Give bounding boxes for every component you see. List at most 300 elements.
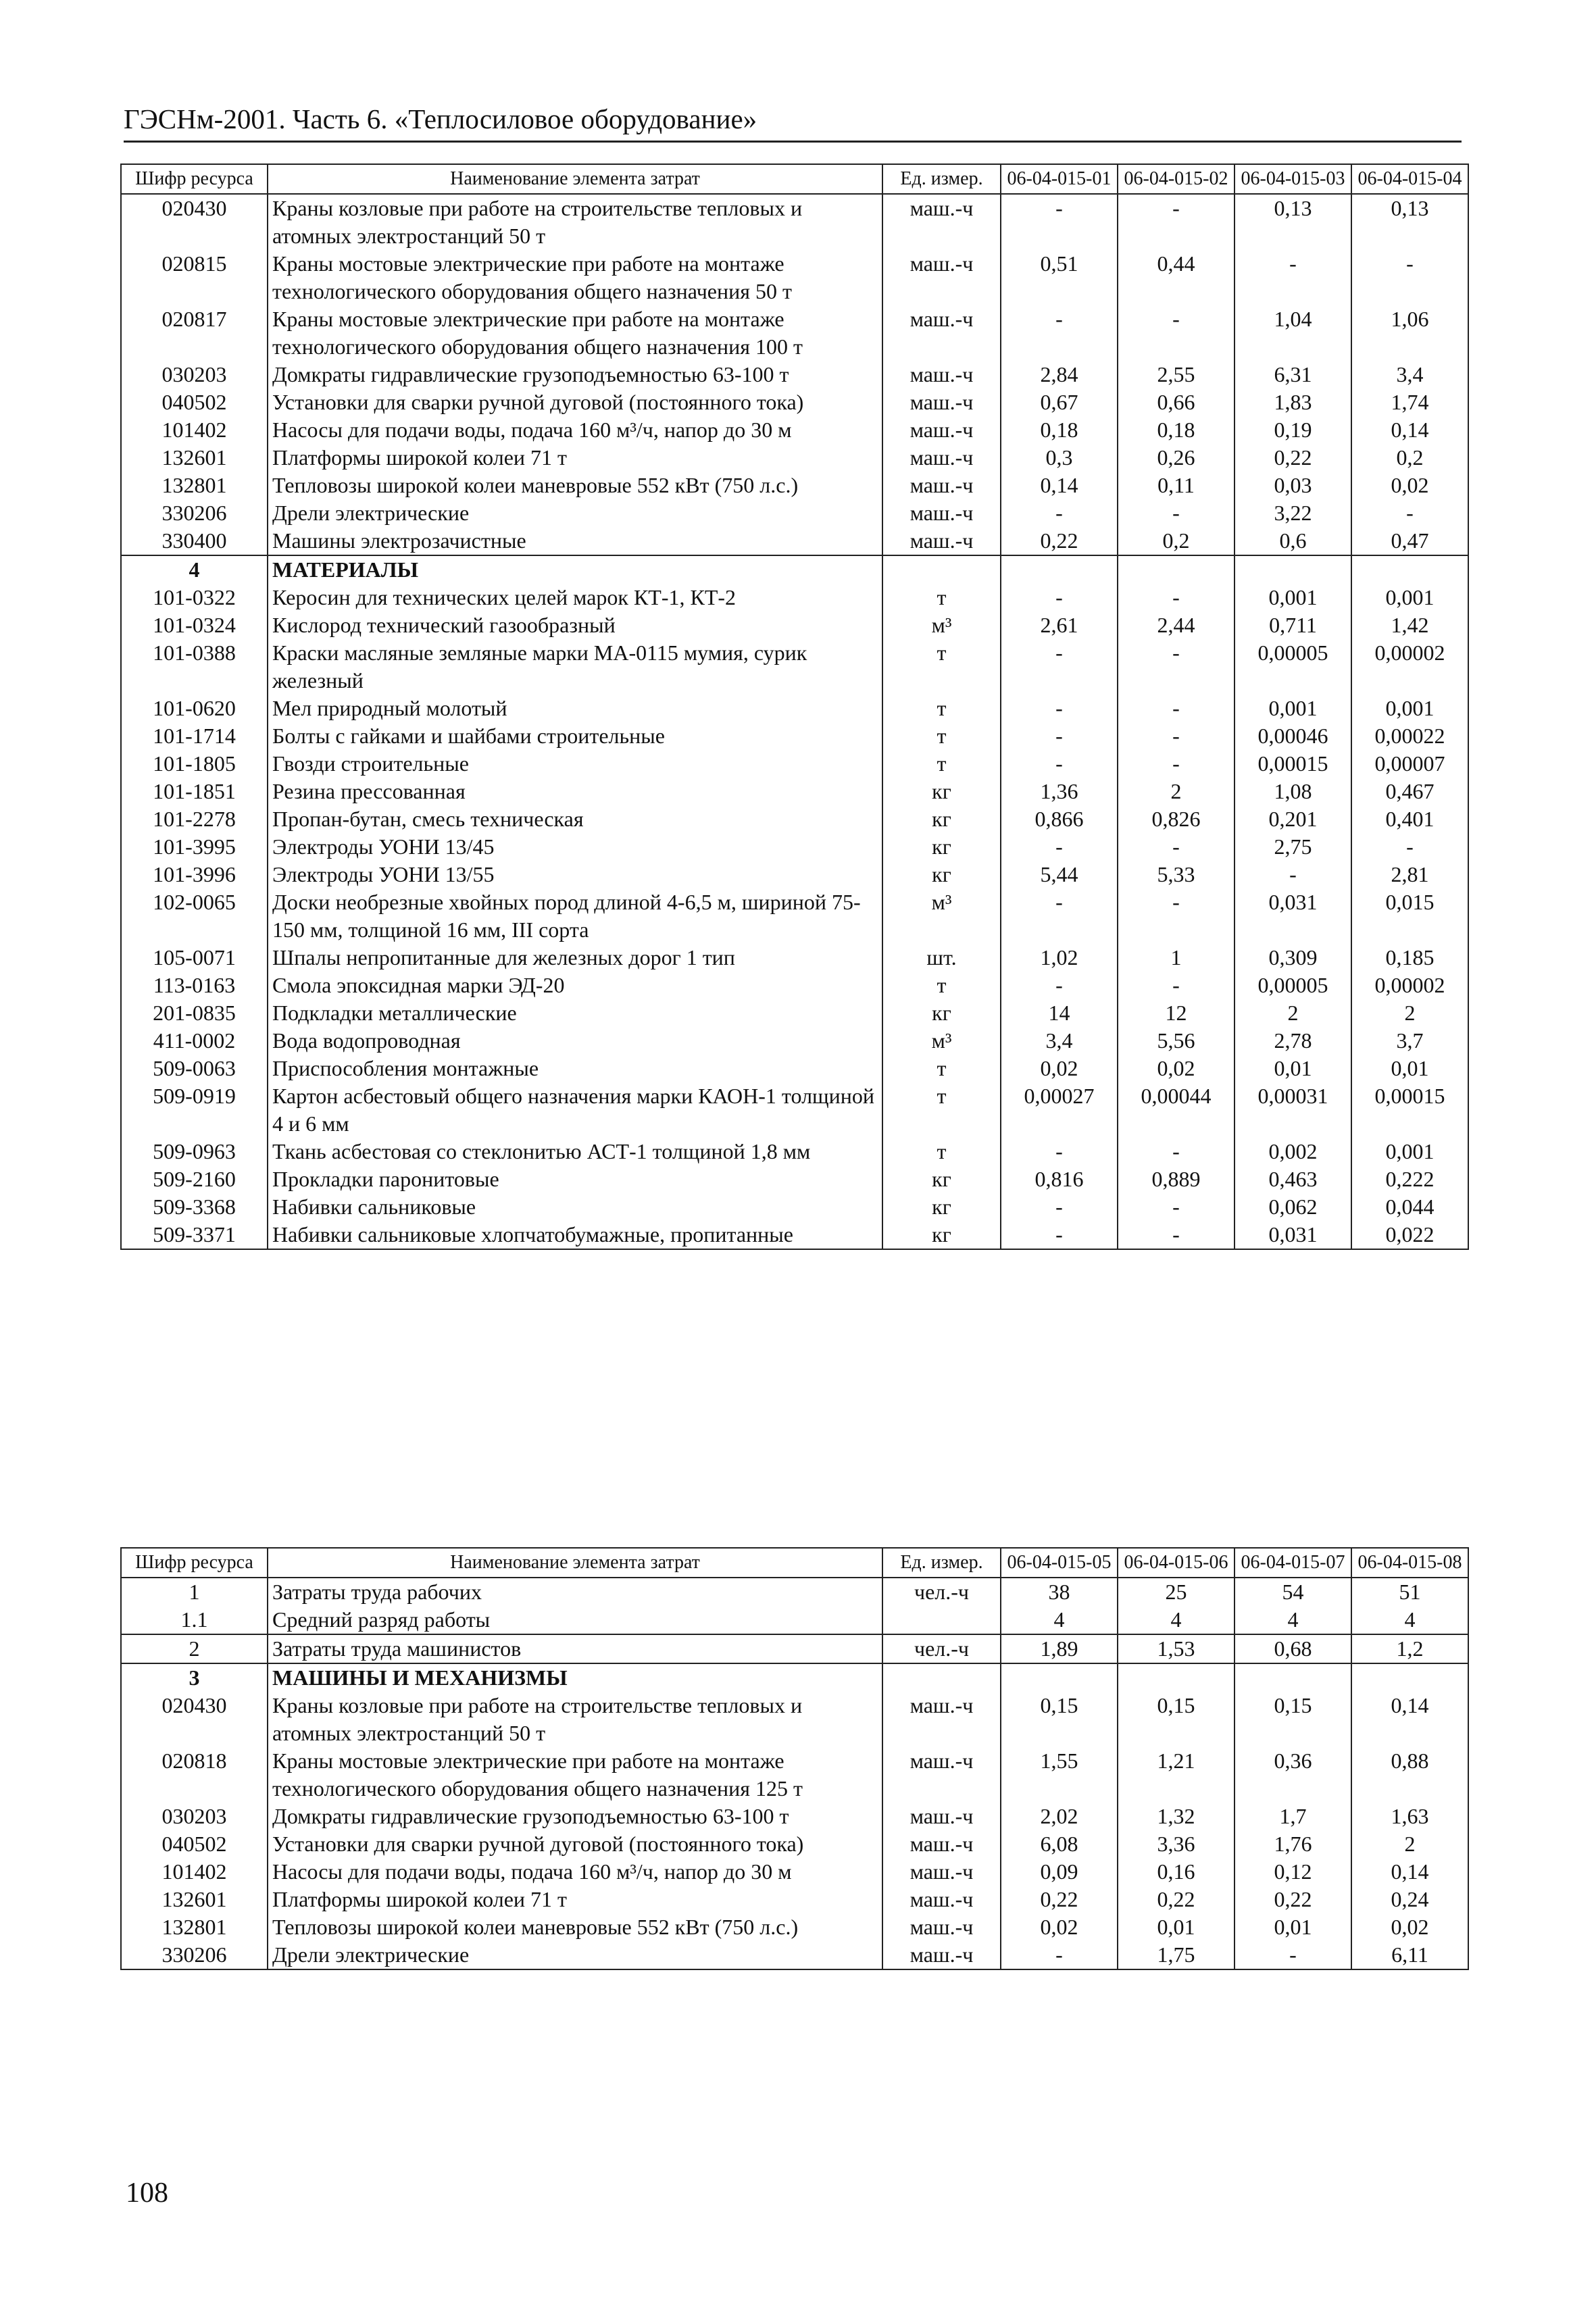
value-col-2: -	[1118, 833, 1235, 861]
resource-unit: т	[882, 1055, 1001, 1082]
value-col-1: -	[1001, 833, 1118, 861]
table-row	[121, 194, 1468, 250]
resource-unit: т	[882, 750, 1001, 778]
resource-name: Картон асбестовый общего назначения марки КАОН-1 толщиной 4 и 6 мм	[268, 1082, 882, 1138]
value-col-4: 2	[1351, 999, 1468, 1027]
value-col-1: 2,84	[1001, 361, 1118, 388]
resource-unit: маш.-ч	[882, 416, 1001, 444]
resource-unit: маш.-ч	[882, 1692, 1001, 1747]
value-col-3	[1235, 1663, 1351, 1692]
table-row	[121, 1886, 1468, 1913]
value-col-2: 0,16	[1118, 1858, 1235, 1886]
header-col-1: 06-04-015-05	[1001, 1548, 1118, 1578]
resource-code: 020815	[121, 250, 268, 305]
value-col-2: 0,11	[1118, 472, 1235, 499]
header-col-2: 06-04-015-06	[1118, 1548, 1235, 1578]
value-col-4	[1351, 555, 1468, 584]
value-col-1: 14	[1001, 999, 1118, 1027]
value-col-2: 2,44	[1118, 611, 1235, 639]
section-row	[121, 555, 1468, 584]
value-col-1: -	[1001, 695, 1118, 722]
resource-name: Затраты труда рабочих	[268, 1578, 882, 1606]
table-row	[121, 1578, 1468, 1606]
value-col-1: 0,00027	[1001, 1082, 1118, 1138]
value-col-1: 0,51	[1001, 250, 1118, 305]
value-col-1: -	[1001, 750, 1118, 778]
value-col-4: 1,06	[1351, 305, 1468, 361]
value-col-4: 4	[1351, 1606, 1468, 1634]
resource-unit: маш.-ч	[882, 305, 1001, 361]
value-col-3: 2,78	[1235, 1027, 1351, 1055]
value-col-3: 0,001	[1235, 695, 1351, 722]
resource-name: Краны мостовые электрические при работе на монтаже технологического оборудования общего назначения 50 т	[268, 250, 882, 305]
value-col-4: 0,00002	[1351, 972, 1468, 999]
resource-name: Тепловозы широкой колеи маневровые 552 кВт (750 л.с.)	[268, 1913, 882, 1941]
resource-code: 2	[121, 1634, 268, 1663]
resource-code: 030203	[121, 1803, 268, 1830]
resource-name: Шпалы непропитанные для железных дорог 1 тип	[268, 944, 882, 972]
resource-unit: м³	[882, 888, 1001, 944]
value-col-4: 0,022	[1351, 1221, 1468, 1249]
resource-name: МАТЕРИАЛЫ	[268, 555, 882, 584]
value-col-3: 1,7	[1235, 1803, 1351, 1830]
value-col-1: -	[1001, 972, 1118, 999]
value-col-1	[1001, 1663, 1118, 1692]
resource-name: Средний разряд работы	[268, 1606, 882, 1634]
value-col-1: 0,22	[1001, 527, 1118, 555]
value-col-2: -	[1118, 194, 1235, 250]
value-col-3: 0,00015	[1235, 750, 1351, 778]
value-col-2: 0,18	[1118, 416, 1235, 444]
table-row	[121, 1027, 1468, 1055]
value-col-1: 1,89	[1001, 1634, 1118, 1663]
value-col-4: 2	[1351, 1830, 1468, 1858]
value-col-1: 6,08	[1001, 1830, 1118, 1858]
resource-name: Насосы для подачи воды, подача 160 м³/ч, напор до 30 м	[268, 416, 882, 444]
value-col-2: 12	[1118, 999, 1235, 1027]
value-col-2: 0,826	[1118, 805, 1235, 833]
value-col-2: 2,55	[1118, 361, 1235, 388]
value-col-3: 0,00031	[1235, 1082, 1351, 1138]
value-col-3: 1,04	[1235, 305, 1351, 361]
value-col-2: 1	[1118, 944, 1235, 972]
value-col-2: -	[1118, 972, 1235, 999]
resource-code: 330400	[121, 527, 268, 555]
value-col-4: 0,02	[1351, 1913, 1468, 1941]
value-col-3: 0,6	[1235, 527, 1351, 555]
resource-unit: маш.-ч	[882, 1747, 1001, 1803]
resource-code: 040502	[121, 388, 268, 416]
resource-unit: маш.-ч	[882, 250, 1001, 305]
running-header: ГЭСНм-2001. Часть 6. «Теплосиловое оборудование»	[124, 101, 1462, 143]
table-body	[121, 1578, 1468, 1969]
resource-code: 102-0065	[121, 888, 268, 944]
resource-name: Мел природный молотый	[268, 695, 882, 722]
value-col-3: 0,463	[1235, 1165, 1351, 1193]
resource-name: Керосин для технических целей марок КТ-1, КТ-2	[268, 584, 882, 611]
value-col-4: -	[1351, 499, 1468, 527]
resource-unit: кг	[882, 861, 1001, 888]
resource-code: 020818	[121, 1747, 268, 1803]
resource-name: МАШИНЫ И МЕХАНИЗМЫ	[268, 1663, 882, 1692]
resource-code: 101-0322	[121, 584, 268, 611]
resource-name: Вода водопроводная	[268, 1027, 882, 1055]
resource-code: 101-2278	[121, 805, 268, 833]
resource-code: 101402	[121, 416, 268, 444]
resource-unit: маш.-ч	[882, 1803, 1001, 1830]
value-col-3: 0,12	[1235, 1858, 1351, 1886]
table-row	[121, 1055, 1468, 1082]
value-col-1: -	[1001, 1193, 1118, 1221]
value-col-1: 1,55	[1001, 1747, 1118, 1803]
resource-unit: т	[882, 1138, 1001, 1165]
value-col-4: 1,42	[1351, 611, 1468, 639]
value-col-3: 0,22	[1235, 444, 1351, 472]
resource-code: 132801	[121, 472, 268, 499]
value-col-1: 0,67	[1001, 388, 1118, 416]
table-header-row	[121, 164, 1468, 194]
resource-unit: маш.-ч	[882, 472, 1001, 499]
value-col-4: 51	[1351, 1578, 1468, 1606]
header-name: Наименование элемента затрат	[268, 1548, 882, 1578]
value-col-2: -	[1118, 1138, 1235, 1165]
resource-unit	[882, 1606, 1001, 1634]
table-row	[121, 1941, 1468, 1969]
resource-name: Краны козловые при работе на строительстве тепловых и атомных электростанций 50 т	[268, 1692, 882, 1747]
resource-unit: маш.-ч	[882, 444, 1001, 472]
value-col-4: 0,01	[1351, 1055, 1468, 1082]
value-col-1: 4	[1001, 1606, 1118, 1634]
value-col-4: 0,015	[1351, 888, 1468, 944]
header-code: Шифр ресурса	[121, 164, 268, 194]
resource-unit: т	[882, 722, 1001, 750]
value-col-2	[1118, 555, 1235, 584]
value-col-2: 1,75	[1118, 1941, 1235, 1969]
value-col-4: 0,14	[1351, 1692, 1468, 1747]
resource-unit: маш.-ч	[882, 527, 1001, 555]
resource-name: Дрели электрические	[268, 499, 882, 527]
resource-code: 132601	[121, 1886, 268, 1913]
value-col-1: 0,816	[1001, 1165, 1118, 1193]
resource-name: Набивки сальниковые хлопчатобумажные, пропитанные	[268, 1221, 882, 1249]
value-col-4: 1,74	[1351, 388, 1468, 416]
table-row	[121, 778, 1468, 805]
table-row	[121, 1747, 1468, 1803]
value-col-3: 2,75	[1235, 833, 1351, 861]
table-row	[121, 972, 1468, 999]
value-col-3: 3,22	[1235, 499, 1351, 527]
value-col-3: 0,031	[1235, 1221, 1351, 1249]
section-row	[121, 1663, 1468, 1692]
resource-unit: т	[882, 1082, 1001, 1138]
header-name: Наименование элемента затрат	[268, 164, 882, 194]
resource-name: Насосы для подачи воды, подача 160 м³/ч, напор до 30 м	[268, 1858, 882, 1886]
resource-name: Ткань асбестовая со стеклонитью АСТ-1 толщиной 1,8 мм	[268, 1138, 882, 1165]
table-row	[121, 639, 1468, 695]
resource-name: Краски масляные земляные марки МА-0115 мумия, сурик железный	[268, 639, 882, 695]
value-col-4: 0,00007	[1351, 750, 1468, 778]
value-col-1: -	[1001, 722, 1118, 750]
resource-name: Смола эпоксидная марки ЭД-20	[268, 972, 882, 999]
resource-name: Тепловозы широкой колеи маневровые 552 кВт (750 л.с.)	[268, 472, 882, 499]
resource-unit: кг	[882, 805, 1001, 833]
resource-table-2	[120, 1547, 1469, 1970]
resource-code: 101-0388	[121, 639, 268, 695]
value-col-3: 0,15	[1235, 1692, 1351, 1747]
resource-unit: чел.-ч	[882, 1578, 1001, 1606]
table-row	[121, 1082, 1468, 1138]
value-col-2: 2	[1118, 778, 1235, 805]
value-col-2: 25	[1118, 1578, 1235, 1606]
value-col-4: -	[1351, 250, 1468, 305]
value-col-2: 0,15	[1118, 1692, 1235, 1747]
table-row	[121, 750, 1468, 778]
value-col-1: 0,09	[1001, 1858, 1118, 1886]
table-row	[121, 1221, 1468, 1249]
table-row	[121, 833, 1468, 861]
value-col-3: 0,00005	[1235, 639, 1351, 695]
resource-code: 101-0620	[121, 695, 268, 722]
value-col-4: 0,24	[1351, 1886, 1468, 1913]
resource-unit: шт.	[882, 944, 1001, 972]
value-col-3: 2	[1235, 999, 1351, 1027]
page-number: 108	[126, 2178, 168, 2209]
value-col-4: 0,14	[1351, 1858, 1468, 1886]
resource-unit: кг	[882, 999, 1001, 1027]
value-col-2: 0,44	[1118, 250, 1235, 305]
resource-unit: кг	[882, 1193, 1001, 1221]
value-col-4: 1,2	[1351, 1634, 1468, 1663]
resource-code: 020430	[121, 1692, 268, 1747]
resource-name: Платформы широкой колеи 71 т	[268, 444, 882, 472]
value-col-4: 6,11	[1351, 1941, 1468, 1969]
resource-code: 509-3368	[121, 1193, 268, 1221]
value-col-1: -	[1001, 1221, 1118, 1249]
value-col-3: 54	[1235, 1578, 1351, 1606]
value-col-3: 0,711	[1235, 611, 1351, 639]
header-col-2: 06-04-015-02	[1118, 164, 1235, 194]
header-col-3: 06-04-015-07	[1235, 1548, 1351, 1578]
table-row	[121, 1606, 1468, 1634]
table-row	[121, 444, 1468, 472]
value-col-3: 6,31	[1235, 361, 1351, 388]
table-row	[121, 1913, 1468, 1941]
resource-unit: маш.-ч	[882, 361, 1001, 388]
resource-name: Гвозди строительные	[268, 750, 882, 778]
resource-unit: маш.-ч	[882, 388, 1001, 416]
value-col-4: 0,14	[1351, 416, 1468, 444]
value-col-2: -	[1118, 1193, 1235, 1221]
table-row	[121, 722, 1468, 750]
resource-code: 101402	[121, 1858, 268, 1886]
value-col-2: 4	[1118, 1606, 1235, 1634]
value-col-4: 0,044	[1351, 1193, 1468, 1221]
value-col-1: 0,02	[1001, 1055, 1118, 1082]
value-col-1: 5,44	[1001, 861, 1118, 888]
value-col-3: 0,309	[1235, 944, 1351, 972]
value-col-1: 2,02	[1001, 1803, 1118, 1830]
resource-name: Дрели электрические	[268, 1941, 882, 1969]
table-row	[121, 888, 1468, 944]
resource-unit: маш.-ч	[882, 1858, 1001, 1886]
resource-unit: маш.-ч	[882, 1913, 1001, 1941]
table-row	[121, 1165, 1468, 1193]
table-row	[121, 1858, 1468, 1886]
resource-code: 101-0324	[121, 611, 268, 639]
resource-name: Пропан-бутан, смесь техническая	[268, 805, 882, 833]
value-col-1: 0,3	[1001, 444, 1118, 472]
value-col-2: 0,00044	[1118, 1082, 1235, 1138]
resource-unit: кг	[882, 833, 1001, 861]
value-col-4: 1,63	[1351, 1803, 1468, 1830]
value-col-3: 1,83	[1235, 388, 1351, 416]
resource-code: 1.1	[121, 1606, 268, 1634]
value-col-4: 0,2	[1351, 444, 1468, 472]
value-col-1: 0,14	[1001, 472, 1118, 499]
value-col-4: 0,401	[1351, 805, 1468, 833]
value-col-4: -	[1351, 833, 1468, 861]
resource-code: 132601	[121, 444, 268, 472]
value-col-2: -	[1118, 695, 1235, 722]
value-col-2: -	[1118, 1221, 1235, 1249]
value-col-3: 0,22	[1235, 1886, 1351, 1913]
value-col-2: 0,2	[1118, 527, 1235, 555]
table-row	[121, 1193, 1468, 1221]
table-row	[121, 1138, 1468, 1165]
value-col-4: 0,00022	[1351, 722, 1468, 750]
table-row	[121, 584, 1468, 611]
value-col-2	[1118, 1663, 1235, 1692]
value-col-1: -	[1001, 499, 1118, 527]
value-col-2: 0,22	[1118, 1886, 1235, 1913]
value-col-2: 5,33	[1118, 861, 1235, 888]
header-col-4: 06-04-015-04	[1351, 164, 1468, 194]
value-col-3: 1,76	[1235, 1830, 1351, 1858]
resource-unit: т	[882, 584, 1001, 611]
resource-code: 509-0063	[121, 1055, 268, 1082]
value-col-4: 0,88	[1351, 1747, 1468, 1803]
value-col-4: 0,001	[1351, 1138, 1468, 1165]
header-col-3: 06-04-015-03	[1235, 164, 1351, 194]
resource-unit	[882, 555, 1001, 584]
value-col-1: -	[1001, 639, 1118, 695]
value-col-4	[1351, 1663, 1468, 1692]
resource-unit: чел.-ч	[882, 1634, 1001, 1663]
resource-unit: м³	[882, 611, 1001, 639]
resource-code: 4	[121, 555, 268, 584]
resource-name: Прокладки паронитовые	[268, 1165, 882, 1193]
value-col-3: 1,08	[1235, 778, 1351, 805]
resource-name: Электроды УОНИ 13/55	[268, 861, 882, 888]
resource-name: Резина прессованная	[268, 778, 882, 805]
value-col-2: 0,01	[1118, 1913, 1235, 1941]
resource-code: 411-0002	[121, 1027, 268, 1055]
value-col-2: 0,889	[1118, 1165, 1235, 1193]
resource-name: Домкраты гидравлические грузоподъемностью 63-100 т	[268, 1803, 882, 1830]
value-col-3: 0,03	[1235, 472, 1351, 499]
table-row	[121, 611, 1468, 639]
value-col-3	[1235, 555, 1351, 584]
value-col-2: 1,53	[1118, 1634, 1235, 1663]
value-col-1: -	[1001, 194, 1118, 250]
resource-code: 101-1805	[121, 750, 268, 778]
value-col-3: 0,001	[1235, 584, 1351, 611]
value-col-2: -	[1118, 584, 1235, 611]
header-col-4: 06-04-015-08	[1351, 1548, 1468, 1578]
value-col-1: 0,22	[1001, 1886, 1118, 1913]
table-row	[121, 999, 1468, 1027]
resource-name: Электроды УОНИ 13/45	[268, 833, 882, 861]
resource-name: Установки для сварки ручной дуговой (постоянного тока)	[268, 1830, 882, 1858]
value-col-3: 0,01	[1235, 1055, 1351, 1082]
value-col-3: 4	[1235, 1606, 1351, 1634]
value-col-2: -	[1118, 750, 1235, 778]
value-col-4: 2,81	[1351, 861, 1468, 888]
resource-unit: т	[882, 639, 1001, 695]
resource-name: Кислород технический газообразный	[268, 611, 882, 639]
table-row	[121, 499, 1468, 527]
table-row	[121, 1634, 1468, 1663]
resource-code: 020817	[121, 305, 268, 361]
value-col-1: 0,866	[1001, 805, 1118, 833]
resource-code: 509-2160	[121, 1165, 268, 1193]
table-row	[121, 1803, 1468, 1830]
table-row	[121, 250, 1468, 305]
resource-code: 040502	[121, 1830, 268, 1858]
value-col-4: 0,13	[1351, 194, 1468, 250]
value-col-4: 0,001	[1351, 584, 1468, 611]
value-col-1: -	[1001, 584, 1118, 611]
value-col-1: -	[1001, 305, 1118, 361]
resource-unit: маш.-ч	[882, 1830, 1001, 1858]
resource-name: Подкладки металлические	[268, 999, 882, 1027]
value-col-2: -	[1118, 305, 1235, 361]
value-col-1: -	[1001, 888, 1118, 944]
resource-code: 1	[121, 1578, 268, 1606]
resource-name: Приспособления монтажные	[268, 1055, 882, 1082]
value-col-4: 3,4	[1351, 361, 1468, 388]
header-col-1: 06-04-015-01	[1001, 164, 1118, 194]
resource-name: Доски необрезные хвойных пород длиной 4-6,5 м, шириной 75-150 мм, толщиной 16 мм, III сорта	[268, 888, 882, 944]
resource-name: Машины электрозачистные	[268, 527, 882, 555]
value-col-1: 38	[1001, 1578, 1118, 1606]
table-row	[121, 361, 1468, 388]
resource-name: Набивки сальниковые	[268, 1193, 882, 1221]
resource-table-1	[120, 164, 1469, 1250]
value-col-2: -	[1118, 888, 1235, 944]
value-col-1: 0,18	[1001, 416, 1118, 444]
value-col-4: 0,222	[1351, 1165, 1468, 1193]
value-col-2: 1,32	[1118, 1803, 1235, 1830]
resource-code: 113-0163	[121, 972, 268, 999]
value-col-4: 0,47	[1351, 527, 1468, 555]
value-col-3: 0,00005	[1235, 972, 1351, 999]
table-row	[121, 1830, 1468, 1858]
resource-name: Затраты труда машинистов	[268, 1634, 882, 1663]
table-row	[121, 861, 1468, 888]
value-col-4: 0,00002	[1351, 639, 1468, 695]
resource-unit: т	[882, 972, 1001, 999]
table-row	[121, 305, 1468, 361]
value-col-4: 0,001	[1351, 695, 1468, 722]
table-body	[121, 194, 1468, 1249]
table-row	[121, 472, 1468, 499]
table-row	[121, 416, 1468, 444]
value-col-3: 0,68	[1235, 1634, 1351, 1663]
value-col-3: -	[1235, 250, 1351, 305]
value-col-2: -	[1118, 722, 1235, 750]
resource-code: 020430	[121, 194, 268, 250]
